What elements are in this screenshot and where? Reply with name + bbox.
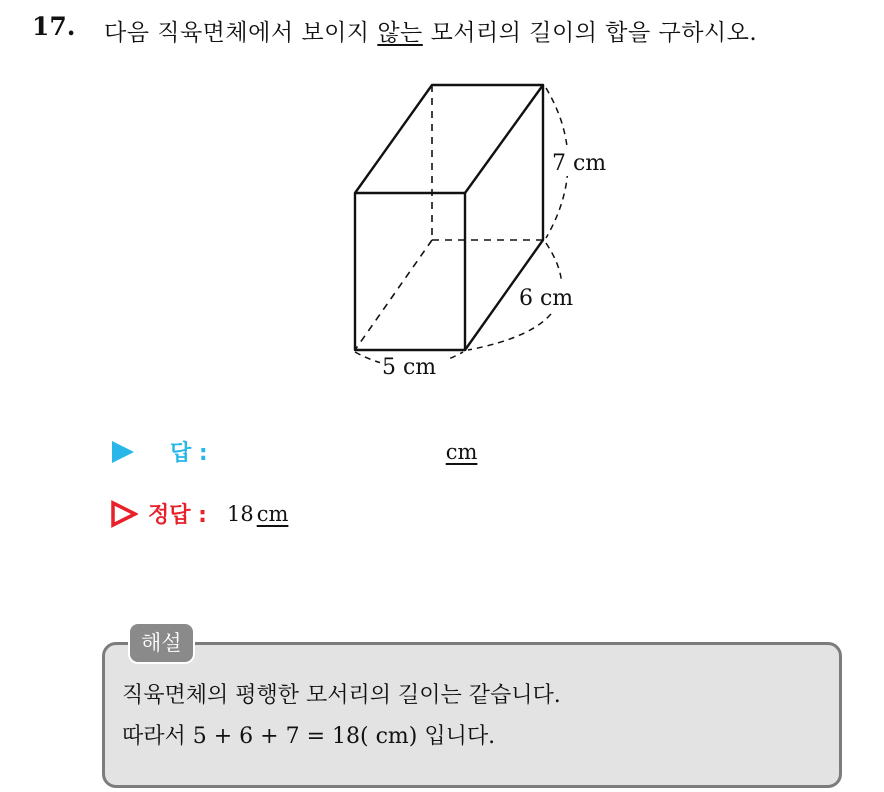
label-depth: 6 cm [519, 286, 574, 311]
cuboid-figure [330, 72, 630, 392]
question-text-before: 다음 직육면체에서 보이지 [104, 20, 378, 46]
label-width: 5 cm [382, 355, 437, 380]
correct-unit: cm [256, 501, 289, 526]
label-height: 7 cm [552, 151, 607, 176]
question-text-underlined: 않는 [377, 20, 423, 46]
question-text [104, 14, 757, 47]
correct-label: 정답 : [148, 503, 207, 528]
question-text-after: 모서리의 길이의 합을 구하시오. [422, 20, 758, 46]
answer-input-blank[interactable] [208, 439, 446, 465]
solution-box [102, 642, 842, 788]
answer-unit: cm [445, 439, 478, 464]
outline-triangle-icon [110, 500, 138, 528]
top-face-edges [355, 85, 543, 193]
solution-line-2: 따라서 5 + 6 + 7 = 18( cm) 입니다. [122, 724, 496, 749]
answer-row [110, 436, 477, 467]
correct-answer-row [110, 498, 288, 529]
answer-label: 답 : [170, 441, 208, 466]
filled-triangle-icon [110, 439, 136, 465]
hidden-edge-diagonal [355, 240, 432, 350]
solution-tag: 해설 [128, 622, 195, 664]
correct-value: 18 [226, 501, 254, 526]
solution-line-1: 직육면체의 평행한 모서리의 길이는 같습니다. [122, 683, 561, 708]
question-number: 17. [32, 12, 76, 41]
